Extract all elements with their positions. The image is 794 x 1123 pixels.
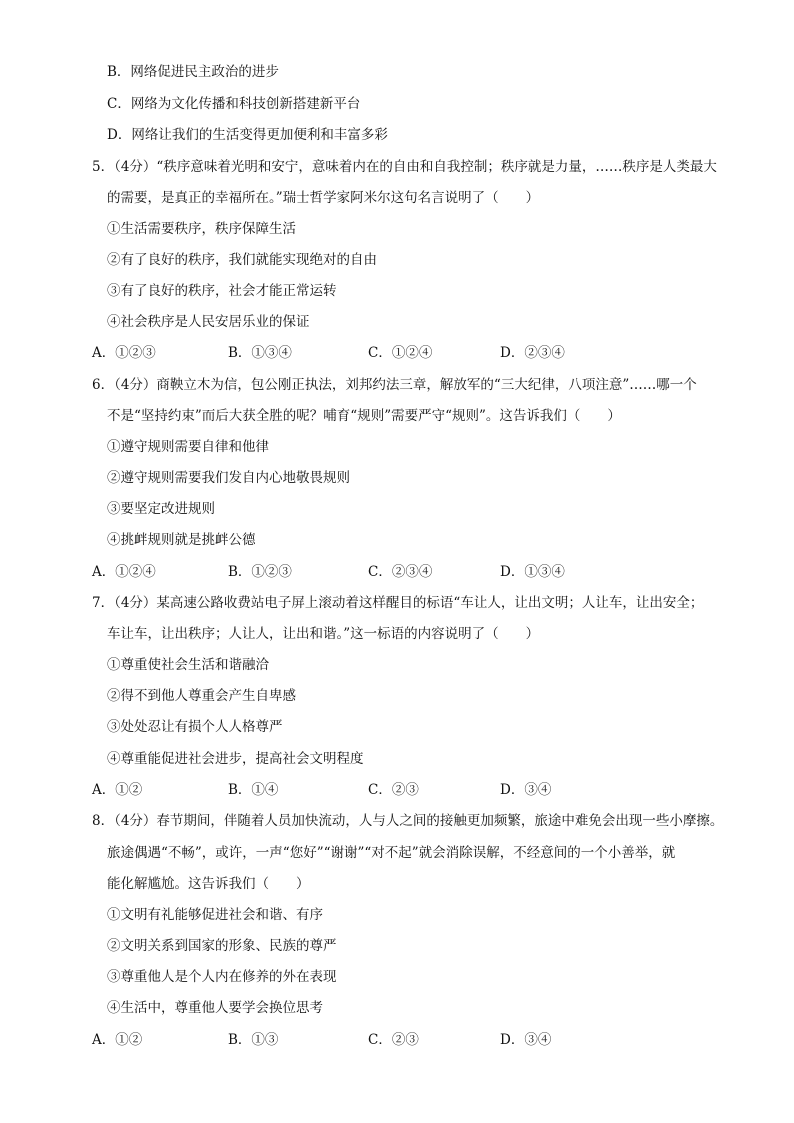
q4-option-d: D．网络让我们的生活变得更加便利和丰富多彩	[107, 127, 388, 143]
q6-stem-line-1: 6．（4分）商鞅立木为信，包公刚正执法，刘邦约法三章，解放军的“三大纪律，八项注意”……哪一个	[92, 377, 697, 393]
q6-choice-c: C．②③④	[368, 564, 433, 580]
q5-choice-b: B．①③④	[228, 345, 292, 361]
q7-item-4: ④尊重能促进社会进步，提高社会文明程度	[107, 751, 364, 767]
q5-stem-line-1: 5．（4分）“秩序意味着光明和安宁，意味着内在的自由和自我控制；秩序就是力量，……秩序是人类最大	[92, 159, 717, 175]
q8-item-3: ③尊重他人是个人内在修养的外在表现	[107, 969, 337, 985]
q6-choice-a: A．①②④	[92, 564, 156, 580]
q8-choice-b: B．①③	[228, 1032, 279, 1048]
q5-item-2: ②有了良好的秩序，我们就能实现绝对的自由	[107, 252, 377, 268]
q5-choice-a: A．①②③	[92, 345, 156, 361]
q5-choice-c: C．①②④	[368, 345, 433, 361]
q6-item-3: ③要坚定改进规则	[107, 501, 215, 517]
q6-choice-d: D．①③④	[500, 564, 565, 580]
q6-stem-line-2: 不是“坚持约束”而后大获全胜的呢？哺育“规则”需要严守“规则”。这告诉我们（ ）	[107, 408, 621, 424]
q8-item-2: ②文明关系到国家的形象、民族的尊严	[107, 938, 337, 954]
q8-stem-line-3: 能化解尴尬。这告诉我们（ ）	[107, 876, 310, 892]
q8-stem-line-1: 8．（4分）春节期间，伴随着人员加快流动，人与人之间的接触更加频繁，旅途中难免会出现一些小摩擦。	[92, 813, 724, 829]
q4-option-c: C．网络为文化传播和科技创新搭建新平台	[107, 96, 361, 112]
q7-choice-d: D．③④	[500, 782, 552, 798]
q6-item-4: ④挑衅规则就是挑衅公德	[107, 532, 256, 548]
q8-item-1: ①文明有礼能够促进社会和谐、有序	[107, 907, 323, 923]
q7-item-3: ③处处忍让有损个人人格尊严	[107, 719, 283, 735]
q7-item-2: ②得不到他人尊重会产生自卑感	[107, 688, 296, 704]
q5-item-4: ④社会秩序是人民安居乐业的保证	[107, 314, 310, 330]
q8-choice-c: C．②③	[368, 1032, 419, 1048]
q7-choice-c: C．②③	[368, 782, 419, 798]
q7-item-1: ①尊重使社会生活和谐融洽	[107, 657, 269, 673]
q7-stem-line-1: 7．（4分）某高速公路收费站电子屏上滚动着这样醒目的标语“车让人，让出文明；人让车，让出安全；	[92, 595, 704, 611]
q5-item-3: ③有了良好的秩序，社会才能正常运转	[107, 283, 337, 299]
q5-stem-line-2: 的需要，是真正的幸福所在。”瑞士哲学家阿米尔这句名言说明了（ ）	[107, 190, 540, 206]
q5-item-1: ①生活需要秩序，秩序保障生活	[107, 221, 296, 237]
q8-choice-d: D．③④	[500, 1032, 552, 1048]
q8-choice-a: A．①②	[92, 1032, 143, 1048]
q6-item-2: ②遵守规则需要我们发自内心地敬畏规则	[107, 470, 350, 486]
q7-choice-a: A．①②	[92, 782, 143, 798]
q6-item-1: ①遵守规则需要自律和他律	[107, 439, 269, 455]
q4-option-b: B．网络促进民主政治的进步	[107, 64, 279, 80]
q7-choice-b: B．①④	[228, 782, 279, 798]
q7-stem-line-2: 车让车，让出秩序；人让人，让出和谐。”这一标语的内容说明了（ ）	[107, 626, 540, 642]
q8-item-4: ④生活中，尊重他人要学会换位思考	[107, 1000, 323, 1016]
q5-choice-d: D．②③④	[500, 345, 565, 361]
q6-choice-b: B．①②③	[228, 564, 292, 580]
q8-stem-line-2: 旅途偶遇“不畅”，或许，一声“您好”“谢谢”“对不起”就会消除误解，不经意间的一个小善举，就	[107, 845, 676, 861]
